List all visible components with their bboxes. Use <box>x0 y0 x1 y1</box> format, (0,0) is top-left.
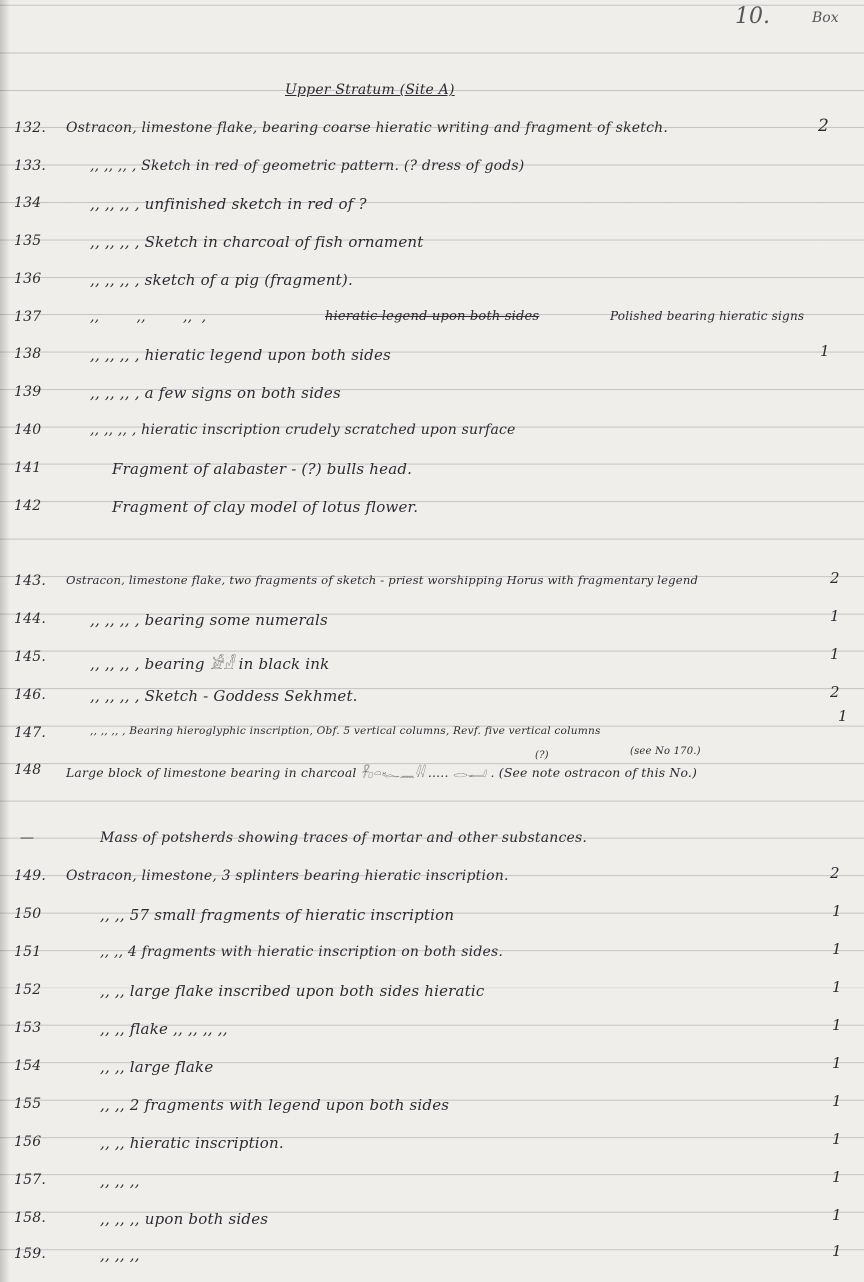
entry-row <box>0 460 864 490</box>
entry-number: 157. <box>14 1172 46 1188</box>
entry-row <box>0 1092 864 1126</box>
entry-description: ,, ,, ,, , bearing some numerals <box>90 611 328 629</box>
see-note: (see No 170.) <box>630 746 701 757</box>
entry-row <box>0 271 864 301</box>
entry-number: 154 <box>14 1058 42 1074</box>
entry-count: 1 <box>832 1130 842 1148</box>
entry-count: 1 <box>832 1016 842 1034</box>
entry-count: 1 <box>832 1092 842 1110</box>
entry-count: 2 <box>830 683 840 701</box>
entry-description: ,, ,, ,, , Sketch in charcoal of fish ornament <box>90 233 424 251</box>
entry-description: ,, ,, ,, , a few signs on both sides <box>90 384 341 402</box>
entry-number: 136 <box>14 271 42 287</box>
entry-count: 2 <box>818 116 830 136</box>
entry-description: Large block of limestone bearing in charcoal 𓋹𓊪𓏏𓆑𓈖𓇋𓇋 ..... 𓂋𓂝 . (See note ostracon of this No.) <box>66 765 698 780</box>
entry-number: — <box>20 830 35 846</box>
entry-row <box>0 1130 864 1164</box>
entry-number: 151 <box>14 944 42 960</box>
entry-row <box>0 422 864 452</box>
entry-ditto: ,, ,, ,, , <box>90 309 207 325</box>
entry-description: Ostracon, limestone flake, two fragments of sketch - priest worshipping Horus with fragmentary legend <box>66 573 699 587</box>
entry-number: 149. <box>14 868 46 884</box>
entry-row <box>0 902 864 936</box>
entry-row <box>0 158 864 188</box>
entry-description: ,, ,, large flake <box>100 1058 214 1076</box>
entry-description: ,, ,, ,, , bearing 𓀀𓁐 in black ink <box>90 655 330 673</box>
entry-description: Fragment of clay model of lotus flower. <box>112 498 419 516</box>
struck-text: hieratic legend upon both sides <box>325 309 540 324</box>
entry-count: 1 <box>832 902 842 920</box>
entry-count: 1 <box>838 707 848 725</box>
entry-row <box>0 569 864 603</box>
entry-description: Fragment of alabaster - (?) bulls head. <box>112 460 413 478</box>
entry-number: 140 <box>14 422 42 438</box>
entry-number: 152 <box>14 982 42 998</box>
entry-number: 158. <box>14 1210 46 1226</box>
entry-number: 137 <box>14 309 42 325</box>
entry-row <box>0 707 864 755</box>
entry-row <box>0 830 864 860</box>
entry-count: 1 <box>832 978 842 996</box>
entry-row <box>0 940 864 974</box>
entry-description: ,, ,, ,, , Sketch - Goddess Sekhmet. <box>90 687 358 705</box>
entry-row <box>0 1168 864 1202</box>
entry-description: ,, ,, large flake inscribed upon both sides hieratic <box>100 982 485 1000</box>
entry-description: ,, ,, 57 small fragments of hieratic inscription <box>100 906 455 924</box>
entry-number: 139 <box>14 384 42 400</box>
page-edge-shadow <box>0 0 10 1282</box>
entry-description: Ostracon, limestone, 3 splinters bearing hieratic inscription. <box>66 868 509 884</box>
entry-row <box>0 233 864 263</box>
query-note: (?) <box>535 750 549 761</box>
entry-number: 156 <box>14 1134 42 1150</box>
entry-count: 1 <box>832 1206 842 1224</box>
entry-row <box>0 864 864 898</box>
page-number: 10. <box>735 4 770 29</box>
entry-number: 143. <box>14 573 46 589</box>
entry-row <box>0 1054 864 1088</box>
entry-description: ,, ,, ,, , Sketch in red of geometric pattern. (? dress of gods) <box>90 158 525 174</box>
entry-number: 141 <box>14 460 42 476</box>
entry-row <box>0 116 864 150</box>
entry-number: 133. <box>14 158 46 174</box>
entry-row <box>0 384 864 414</box>
entry-count: 1 <box>830 645 840 663</box>
entry-row <box>0 1016 864 1050</box>
entry-count: 1 <box>820 342 830 360</box>
entry-description: ,, ,, ,, <box>100 1172 140 1190</box>
entry-description: ,, ,, hieratic inscription. <box>100 1134 284 1152</box>
entry-count: 1 <box>832 1168 842 1186</box>
entry-number: 132. <box>14 120 46 136</box>
entry-description: ,, ,, ,, , hieratic legend upon both sides <box>90 346 391 364</box>
entry-count: 1 <box>832 940 842 958</box>
entry-number: 150 <box>14 906 42 922</box>
entry-number: 142 <box>14 498 42 514</box>
entry-number: 146. <box>14 687 46 703</box>
entry-row <box>0 309 864 339</box>
entry-description: ,, ,, ,, , hieratic inscription crudely scratched upon surface <box>90 422 516 438</box>
entry-row <box>0 498 864 528</box>
box-label: Box <box>812 10 839 26</box>
entry-number: 138 <box>14 346 42 362</box>
entry-count: 2 <box>830 569 840 587</box>
entry-row <box>0 195 864 225</box>
entry-number: 134 <box>14 195 42 211</box>
entry-number: 144. <box>14 611 46 627</box>
entry-description: ,, ,, ,, , sketch of a pig (fragment). <box>90 271 353 289</box>
entry-number: 159. <box>14 1246 46 1262</box>
entry-count: 1 <box>830 607 840 625</box>
entry-number: 153 <box>14 1020 42 1036</box>
entry-description: ,, ,, ,, , unfinished sketch in red of ? <box>90 195 367 213</box>
entry-number: 148 <box>14 762 42 778</box>
page-heading: Upper Stratum (Site A) <box>285 82 455 98</box>
entry-description: ,, ,, ,, upon both sides <box>100 1210 269 1228</box>
entry-count: 2 <box>830 864 840 882</box>
entry-row <box>0 645 864 679</box>
entry-count: 1 <box>832 1054 842 1072</box>
entry-description: ,, ,, 4 fragments with hieratic inscription on both sides. <box>100 944 504 960</box>
entry-description: ,, ,, ,, <box>100 1246 140 1264</box>
entry-number: 155 <box>14 1096 42 1112</box>
entry-row <box>0 1242 864 1276</box>
entry-row <box>0 978 864 1012</box>
entry-description: Polished bearing hieratic signs <box>610 309 805 323</box>
entry-description: ,, ,, flake ,, ,, ,, ,, <box>100 1020 228 1038</box>
entry-description: Mass of potsherds showing traces of mortar and other substances. <box>100 830 588 846</box>
entry-number: 135 <box>14 233 42 249</box>
entry-row <box>0 746 864 792</box>
entry-row <box>0 1206 864 1240</box>
entry-description: Ostracon, limestone flake, bearing coarse hieratic writing and fragment of sketch. <box>66 120 668 136</box>
entry-count: 1 <box>832 1242 842 1260</box>
entry-description: ,, ,, ,, , Bearing hieroglyphic inscription, Obf. 5 vertical columns, Revf. five vertical columns <box>90 725 601 737</box>
entry-number: 145. <box>14 649 46 665</box>
entry-description: ,, ,, 2 fragments with legend upon both sides <box>100 1096 450 1114</box>
entry-row <box>0 607 864 641</box>
entry-number: 147. <box>14 725 46 741</box>
entry-row <box>0 683 864 717</box>
entry-row <box>0 342 864 376</box>
